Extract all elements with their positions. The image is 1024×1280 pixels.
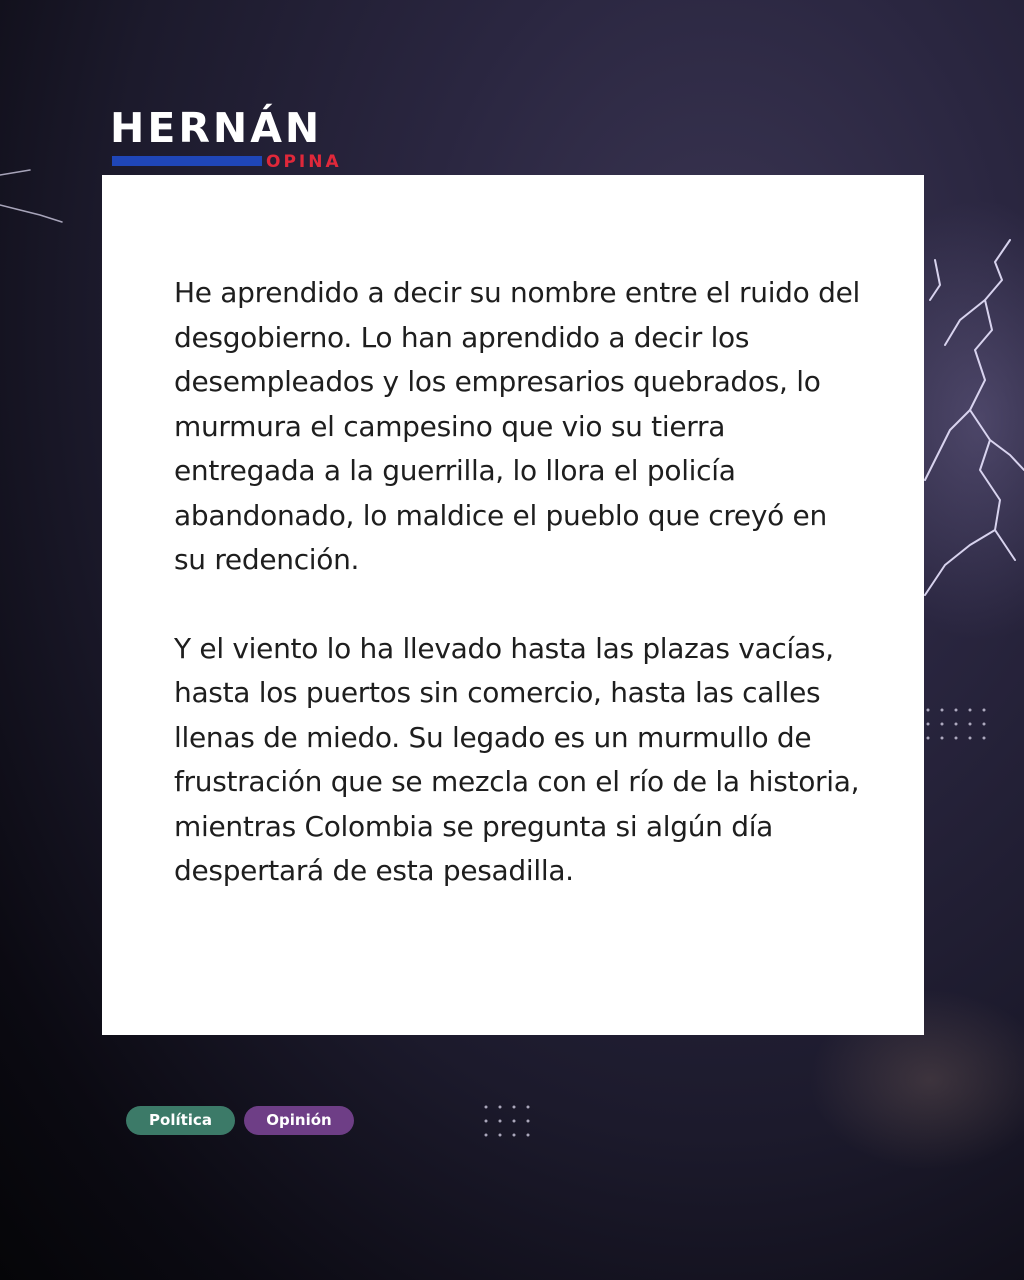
- tag-politica[interactable]: Política: [126, 1106, 235, 1135]
- brand-subtitle: OPINA: [266, 152, 342, 172]
- brand-title: HERNÁN: [110, 104, 323, 152]
- brand-underline-bar: [112, 156, 262, 166]
- lightning-bolt-left: [0, 170, 62, 222]
- dot-grid-bottom: [485, 1106, 530, 1137]
- article-paragraph: He aprendido a decir su nombre entre el ruido del desgobierno. Lo han aprendido a decir los desempleados y los empresarios quebrados, lo murmura el campesino que vio su tierra entregada a la guerrilla, lo llora el policía abandonado, lo maldice el pueblo que creyó en su redención.: [174, 276, 860, 576]
- article-card: [102, 175, 924, 1035]
- dot-grid-right: [927, 709, 986, 740]
- tag-opinion[interactable]: Opinión: [244, 1106, 354, 1135]
- brand-logo: [110, 104, 355, 176]
- article-paragraph: Y el viento lo ha llevado hasta las plazas vacías, hasta los puertos sin comercio, hasta las calles llenas de miedo. Su legado es un murmullo de frustración que se mezcla con el río de la historia, mientras Colombia se pregunta si algún día despertará de esta pesadilla.: [174, 631, 860, 887]
